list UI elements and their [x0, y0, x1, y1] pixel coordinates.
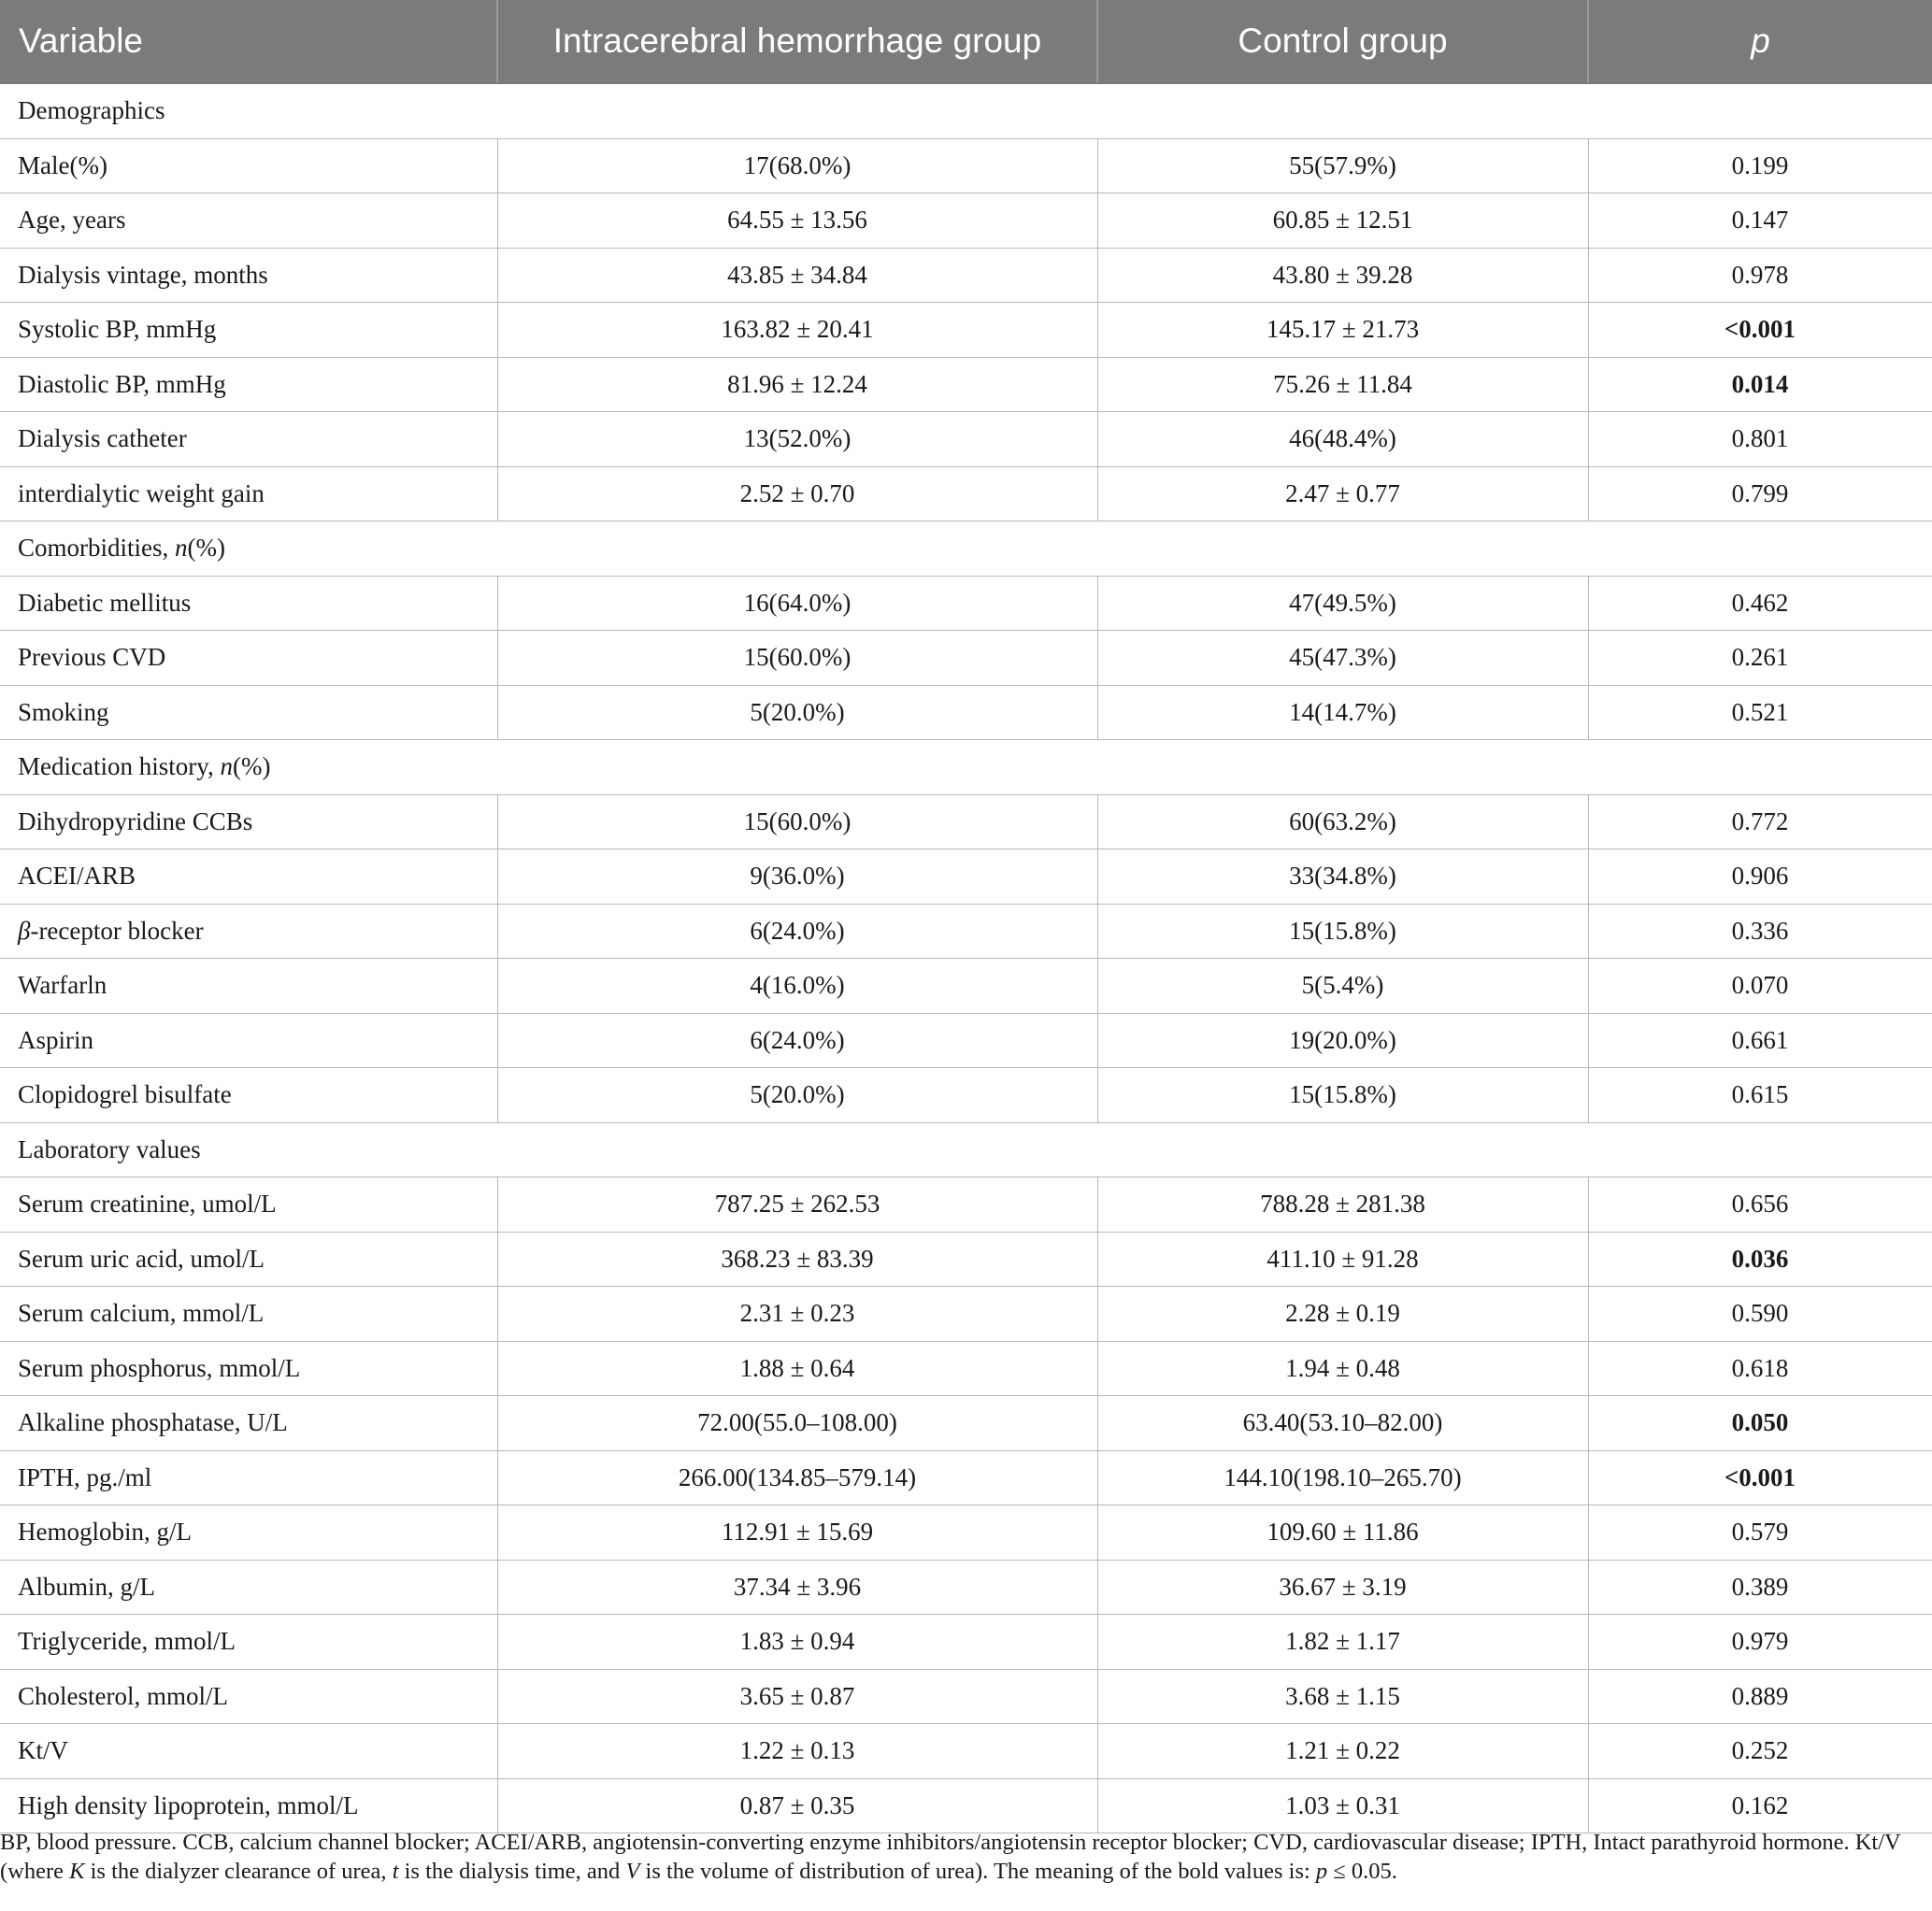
variable-cell	[0, 1669, 497, 1724]
p-value-cell: 0.162	[1588, 1778, 1932, 1833]
table-row	[0, 1341, 1932, 1396]
variable-cell	[0, 631, 497, 686]
variable-cell	[0, 1778, 497, 1833]
table-row	[0, 576, 1932, 631]
control-value-cell: 19(20.0%)	[1097, 1013, 1588, 1068]
table-row	[0, 1013, 1932, 1068]
variable-label: Dihydropyridine CCBs	[18, 806, 253, 835]
header-ich-group: Intracerebral hemorrhage group	[497, 0, 1097, 83]
variable-cell	[0, 1450, 497, 1505]
table-row	[0, 1615, 1932, 1670]
variable-label: Diastolic BP, mmHg	[18, 369, 226, 398]
table-row	[0, 357, 1932, 412]
control-value-cell: 2.47 ± 0.77	[1097, 466, 1588, 521]
variable-cell	[0, 959, 497, 1014]
section-label-text: Laboratory values	[18, 1134, 201, 1163]
ich-value-cell: 81.96 ± 12.24	[497, 357, 1097, 412]
section-label-italic: n	[175, 534, 188, 563]
table-row	[0, 1450, 1932, 1505]
control-value-cell: 55(57.9%)	[1097, 138, 1588, 193]
variable-cell	[0, 1232, 497, 1287]
p-value-cell: 0.261	[1588, 631, 1932, 686]
header-p-value	[1588, 0, 1932, 83]
variable-label: Male(%)	[18, 150, 107, 179]
ich-value-cell: 64.55 ± 13.56	[497, 193, 1097, 249]
control-value-cell: 144.10(198.10–265.70)	[1097, 1450, 1588, 1505]
variable-cell	[0, 138, 497, 193]
variable-label: Age, years	[18, 206, 126, 235]
table-row	[0, 1396, 1932, 1451]
variable-cell	[0, 193, 497, 249]
p-value-cell: 0.199	[1588, 138, 1932, 193]
section-label	[0, 521, 1932, 577]
variable-cell	[0, 1560, 497, 1615]
variable-label: Triglyceride, mmol/L	[18, 1627, 236, 1656]
variable-label: Albumin, g/L	[18, 1572, 155, 1601]
variable-cell	[0, 1341, 497, 1396]
table-row	[0, 248, 1932, 303]
control-value-cell: 411.10 ± 91.28	[1097, 1232, 1588, 1287]
variable-italic-prefix: β	[18, 916, 31, 945]
header-variable: Variable	[0, 0, 497, 83]
variable-cell	[0, 1013, 497, 1068]
table-row	[0, 1287, 1932, 1342]
variable-cell	[0, 466, 497, 521]
control-value-cell: 1.82 ± 1.17	[1097, 1615, 1588, 1670]
p-value-cell: 0.014	[1588, 357, 1932, 412]
variable-label: Warfarln	[18, 971, 107, 1000]
control-value-cell: 145.17 ± 21.73	[1097, 303, 1588, 358]
table-row	[0, 1068, 1932, 1123]
variable-cell	[0, 794, 497, 849]
variable-label: Systolic BP, mmHg	[18, 315, 217, 344]
header-p-label: p	[1751, 21, 1770, 60]
variable-label: Aspirin	[18, 1025, 93, 1054]
variable-label: Hemoglobin, g/L	[18, 1518, 192, 1547]
table-row	[0, 1232, 1932, 1287]
control-value-cell: 33(34.8%)	[1097, 849, 1588, 905]
variable-label: Dialysis vintage, months	[18, 260, 268, 289]
ich-value-cell: 1.88 ± 0.64	[497, 1341, 1097, 1396]
variable-label: Serum calcium, mmol/L	[18, 1299, 265, 1328]
section-header-row	[0, 740, 1932, 795]
control-value-cell: 5(5.4%)	[1097, 959, 1588, 1014]
control-value-cell: 46(48.4%)	[1097, 412, 1588, 467]
p-value-cell: 0.618	[1588, 1341, 1932, 1396]
section-label	[0, 83, 1932, 138]
control-value-cell: 3.68 ± 1.15	[1097, 1669, 1588, 1724]
p-value-cell: 0.036	[1588, 1232, 1932, 1287]
table-row	[0, 794, 1932, 849]
p-value-cell: 0.906	[1588, 849, 1932, 905]
variable-cell	[0, 303, 497, 358]
section-header-row	[0, 521, 1932, 577]
ich-value-cell: 787.25 ± 262.53	[497, 1177, 1097, 1233]
variable-cell	[0, 904, 497, 959]
control-value-cell: 63.40(53.10–82.00)	[1097, 1396, 1588, 1451]
control-value-cell: 1.94 ± 0.48	[1097, 1341, 1588, 1396]
p-value-cell: 0.252	[1588, 1724, 1932, 1779]
table-row	[0, 466, 1932, 521]
variable-label: High density lipoprotein, mmol/L	[18, 1790, 359, 1819]
ich-value-cell: 5(20.0%)	[497, 685, 1097, 740]
p-value-cell: 0.070	[1588, 959, 1932, 1014]
p-value-cell: 0.979	[1588, 1615, 1932, 1670]
p-value-cell: 0.978	[1588, 248, 1932, 303]
table-row	[0, 631, 1932, 686]
p-value-cell: 0.336	[1588, 904, 1932, 959]
ich-value-cell: 15(60.0%)	[497, 794, 1097, 849]
ich-value-cell: 6(24.0%)	[497, 904, 1097, 959]
variable-label: Kt/V	[18, 1736, 68, 1765]
control-value-cell: 14(14.7%)	[1097, 685, 1588, 740]
footnote-text-5: ≤ 0.05.	[1327, 1859, 1397, 1884]
control-value-cell: 109.60 ± 11.86	[1097, 1505, 1588, 1561]
variable-label: Serum creatinine, umol/L	[18, 1190, 277, 1219]
table-footnote	[0, 1828, 1925, 1886]
footnote-text-2: is the dialyzer clearance of urea,	[84, 1859, 393, 1884]
section-label-text: Medication history,	[18, 752, 221, 781]
control-value-cell: 47(49.5%)	[1097, 576, 1588, 631]
ich-value-cell: 0.87 ± 0.35	[497, 1778, 1097, 1833]
table-body	[0, 83, 1932, 1833]
variable-cell	[0, 1396, 497, 1451]
section-label	[0, 740, 1932, 795]
section-label	[0, 1122, 1932, 1177]
control-value-cell: 60.85 ± 12.51	[1097, 193, 1588, 249]
section-label-suffix: (%)	[232, 752, 271, 781]
variable-label: Serum uric acid, umol/L	[18, 1244, 265, 1273]
ich-value-cell: 3.65 ± 0.87	[497, 1669, 1097, 1724]
p-value-cell: 0.579	[1588, 1505, 1932, 1561]
table-row	[0, 138, 1932, 193]
table-row	[0, 959, 1932, 1014]
control-value-cell: 60(63.2%)	[1097, 794, 1588, 849]
p-value-cell: 0.389	[1588, 1560, 1932, 1615]
control-value-cell: 45(47.3%)	[1097, 631, 1588, 686]
p-value-cell: 0.889	[1588, 1669, 1932, 1724]
p-value-cell: 0.050	[1588, 1396, 1932, 1451]
variable-cell	[0, 412, 497, 467]
ich-value-cell: 6(24.0%)	[497, 1013, 1097, 1068]
footnote-k: K	[69, 1859, 85, 1884]
variable-cell	[0, 248, 497, 303]
variable-label: Alkaline phosphatase, U/L	[18, 1408, 288, 1437]
variable-label: IPTH, pg./ml	[18, 1462, 152, 1491]
variable-cell	[0, 1177, 497, 1233]
table-row	[0, 1724, 1932, 1779]
control-value-cell: 15(15.8%)	[1097, 1068, 1588, 1123]
ich-value-cell: 16(64.0%)	[497, 576, 1097, 631]
section-header-row	[0, 83, 1932, 138]
table-row	[0, 303, 1932, 358]
footnote-text-1: BP, blood pressure. CCB, calcium channel blocker; ACEI/ARB, angiotensin-converting enzyme inhibitors/angiotensin receptor blocker; CVD, cardiovascular disease; IPTH, Intact parathyroid hormone. Kt/V (where	[0, 1830, 1901, 1884]
p-value-cell: <0.001	[1588, 303, 1932, 358]
variable-label: ACEI/ARB	[18, 862, 136, 891]
table-row	[0, 1778, 1932, 1833]
table-row	[0, 193, 1932, 249]
control-value-cell: 1.21 ± 0.22	[1097, 1724, 1588, 1779]
ich-value-cell: 266.00(134.85–579.14)	[497, 1450, 1097, 1505]
variable-label: Diabetic mellitus	[18, 588, 192, 617]
section-header-row	[0, 1122, 1932, 1177]
p-value-cell: 0.799	[1588, 466, 1932, 521]
section-label-text: Comorbidities,	[18, 534, 175, 563]
ich-value-cell: 17(68.0%)	[497, 138, 1097, 193]
ich-value-cell: 43.85 ± 34.84	[497, 248, 1097, 303]
table-row	[0, 904, 1932, 959]
ich-value-cell: 15(60.0%)	[497, 631, 1097, 686]
header-control-group: Control group	[1097, 0, 1588, 83]
control-value-cell: 36.67 ± 3.19	[1097, 1560, 1588, 1615]
p-value-cell: 0.462	[1588, 576, 1932, 631]
ich-value-cell: 368.23 ± 83.39	[497, 1232, 1097, 1287]
section-label-text: Demographics	[18, 96, 165, 125]
footnote-text-3: is the dialysis time, and	[398, 1859, 626, 1884]
variable-label: Clopidogrel bisulfate	[18, 1080, 232, 1109]
footnote-text-4: is the volume of distribution of urea). The meaning of the bold values is:	[639, 1859, 1316, 1884]
ich-value-cell: 72.00(55.0–108.00)	[497, 1396, 1097, 1451]
p-value-cell: 0.521	[1588, 685, 1932, 740]
variable-cell	[0, 1615, 497, 1670]
ich-value-cell: 1.22 ± 0.13	[497, 1724, 1097, 1779]
control-value-cell: 43.80 ± 39.28	[1097, 248, 1588, 303]
variable-label: -receptor blocker	[30, 916, 204, 945]
p-value-cell: 0.147	[1588, 193, 1932, 249]
table-header-row	[0, 0, 1932, 83]
ich-value-cell: 1.83 ± 0.94	[497, 1615, 1097, 1670]
variable-label: Previous CVD	[18, 643, 166, 672]
ich-value-cell: 2.52 ± 0.70	[497, 466, 1097, 521]
table-row	[0, 412, 1932, 467]
control-value-cell: 1.03 ± 0.31	[1097, 1778, 1588, 1833]
variable-cell	[0, 1505, 497, 1561]
ich-value-cell: 2.31 ± 0.23	[497, 1287, 1097, 1342]
ich-value-cell: 5(20.0%)	[497, 1068, 1097, 1123]
p-value-cell: 0.590	[1588, 1287, 1932, 1342]
footnote-v: V	[625, 1859, 640, 1884]
footnote-p: p	[1315, 1859, 1328, 1884]
section-label-suffix: (%)	[187, 534, 225, 563]
p-value-cell: 0.661	[1588, 1013, 1932, 1068]
variable-cell	[0, 849, 497, 905]
table-row	[0, 1560, 1932, 1615]
p-value-cell: <0.001	[1588, 1450, 1932, 1505]
control-value-cell: 2.28 ± 0.19	[1097, 1287, 1588, 1342]
variable-label: Cholesterol, mmol/L	[18, 1681, 228, 1710]
ich-value-cell: 9(36.0%)	[497, 849, 1097, 905]
variable-cell	[0, 685, 497, 740]
p-value-cell: 0.801	[1588, 412, 1932, 467]
variable-cell	[0, 1287, 497, 1342]
table-row	[0, 1669, 1932, 1724]
ich-value-cell: 163.82 ± 20.41	[497, 303, 1097, 358]
control-value-cell: 15(15.8%)	[1097, 904, 1588, 959]
control-value-cell: 75.26 ± 11.84	[1097, 357, 1588, 412]
p-value-cell: 0.772	[1588, 794, 1932, 849]
variable-cell	[0, 1724, 497, 1779]
table-row	[0, 685, 1932, 740]
variable-label: Dialysis catheter	[18, 424, 187, 453]
ich-value-cell: 112.91 ± 15.69	[497, 1505, 1097, 1561]
table-row	[0, 1177, 1932, 1233]
ich-value-cell: 4(16.0%)	[497, 959, 1097, 1014]
variable-cell	[0, 1068, 497, 1123]
variable-label: interdialytic weight gain	[18, 478, 265, 507]
ich-value-cell: 37.34 ± 3.96	[497, 1560, 1097, 1615]
variable-cell	[0, 357, 497, 412]
ich-value-cell: 13(52.0%)	[497, 412, 1097, 467]
p-value-cell: 0.615	[1588, 1068, 1932, 1123]
variable-cell	[0, 576, 497, 631]
section-label-italic: n	[220, 752, 233, 781]
variable-label: Smoking	[18, 697, 109, 726]
control-value-cell: 788.28 ± 281.38	[1097, 1177, 1588, 1233]
footnote-t: t	[392, 1859, 399, 1884]
table-row	[0, 849, 1932, 905]
variable-label: Serum phosphorus, mmol/L	[18, 1353, 301, 1382]
p-value-cell: 0.656	[1588, 1177, 1932, 1233]
table-row	[0, 1505, 1932, 1561]
